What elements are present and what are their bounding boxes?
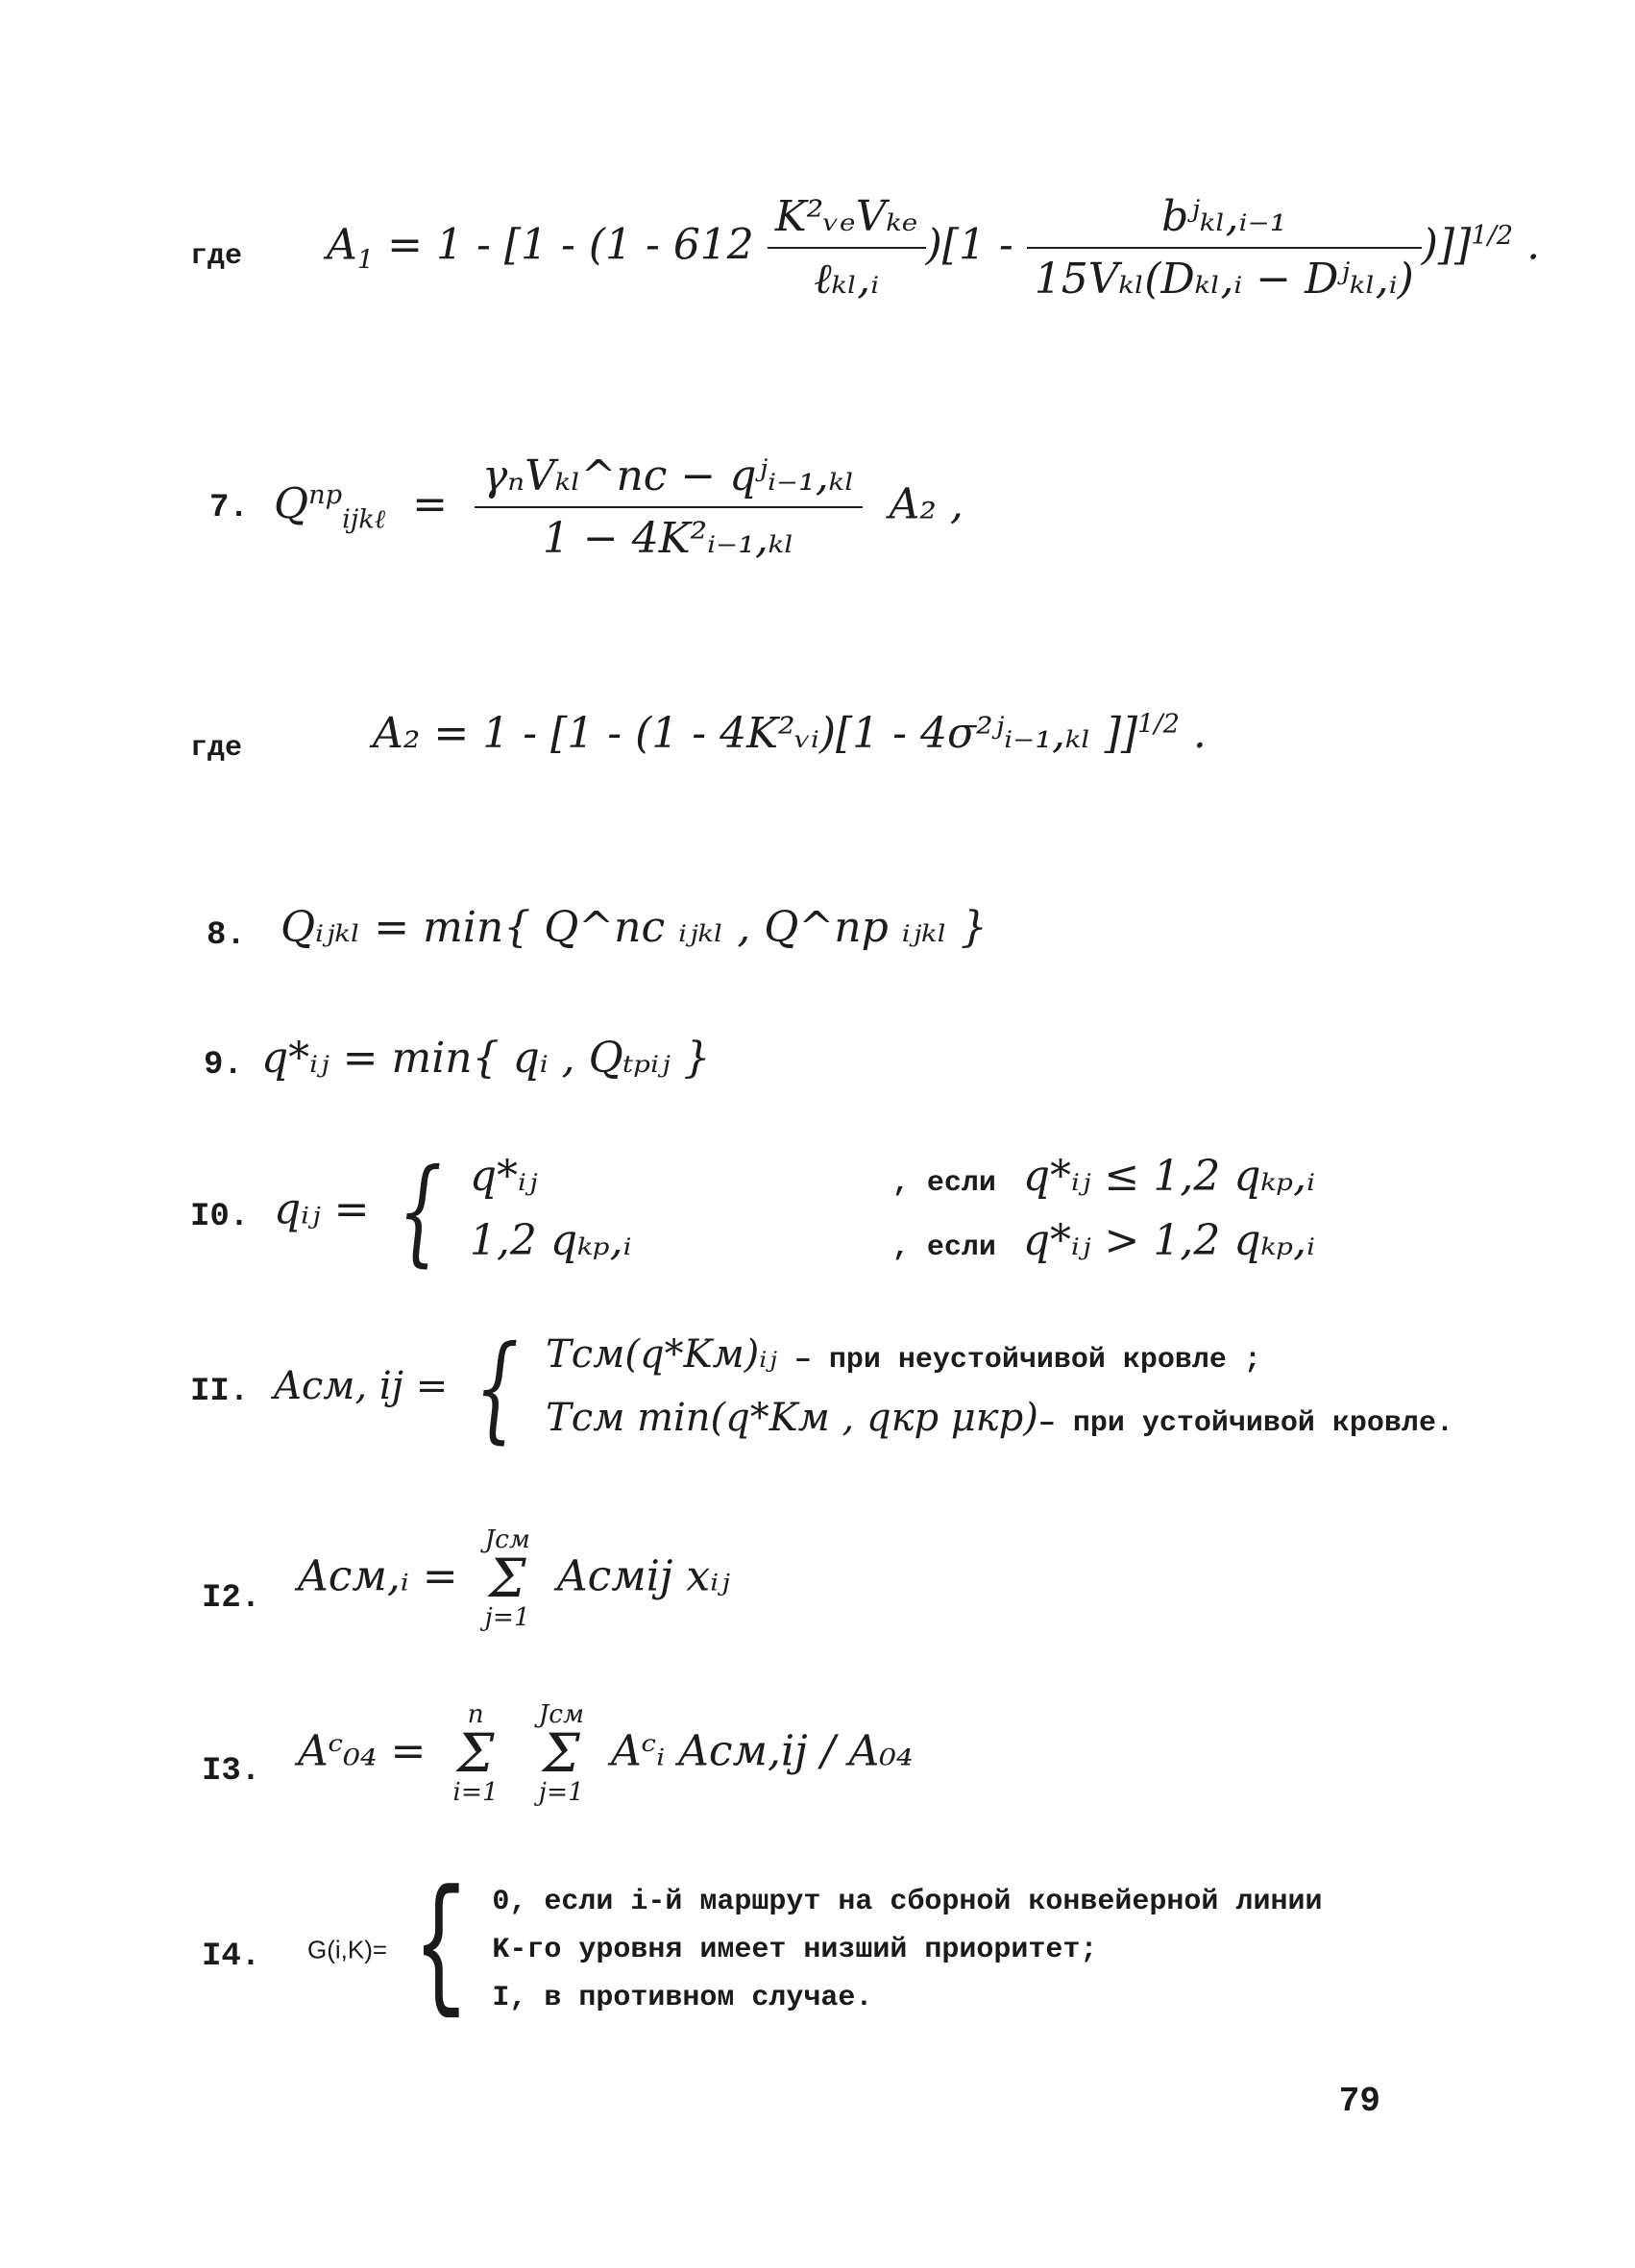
eq7-lhs-sup: пр (308, 479, 343, 510)
a1-fraction-1 (768, 192, 926, 304)
eq10-case-2 (470, 1212, 1315, 1277)
formula-9: q*ᵢⱼ = min{ qᵢ , Qₜₚᵢⱼ } (261, 1034, 711, 1083)
label-gde-2: где (190, 732, 243, 765)
item-number-14: I4. (202, 1939, 261, 1975)
eq11-case-2 (546, 1389, 1453, 1452)
eq10-cases (470, 1148, 1315, 1277)
formula-13 (298, 1699, 914, 1808)
eq14-line-2: K-го уровня имеет низший приоритет; (492, 1934, 1098, 1966)
a2-body: A₂ = 1 - [1 - (1 - 4K²ᵥᵢ)[1 - 4σ²ʲᵢ₋₁,ₖₗ ]] (373, 709, 1138, 758)
a1-part3: )]] (1421, 220, 1472, 270)
a1-part2: )[1 - (925, 220, 1027, 270)
summation-icon: n Σ i=1 (452, 1699, 499, 1808)
eq11-case-1 (546, 1326, 1453, 1389)
eq7-fraction (475, 451, 863, 563)
summation-icon: Jсм Σ j=1 (484, 1524, 530, 1633)
eq10-case2-value: 1,2 qₖₚ,ᵢ (469, 1216, 632, 1265)
a1-frac2-denominator: 15Vₖₗ(Dₖₗ,ᵢ − Dʲₖₗ,ᵢ) (1034, 255, 1414, 304)
a1-part1: = 1 - [1 - (1 - 612 (374, 220, 768, 270)
eq13-sum2-upper: Jсм (538, 1699, 584, 1729)
eq11-case1-formula: Tсм(q*Kм)ᵢⱼ (546, 1332, 777, 1377)
a2-exponent: 1/2 (1137, 709, 1180, 740)
eq7-numerator: γₙVₖₗ^пс − qʲᵢ₋₁,ₖₗ (475, 451, 863, 508)
eq7-lhs: Q (274, 479, 309, 529)
eq12-rhs: Aсмij xᵢⱼ (556, 1551, 730, 1601)
eq11-cases (546, 1326, 1453, 1452)
a1-lhs: A (327, 220, 357, 270)
left-brace-icon: { (413, 1868, 466, 2032)
eq11-case1-text: – при неустойчивой кровле ; (776, 1344, 1261, 1377)
formula-a2 (373, 709, 1207, 758)
summation-icon: Jсм Σ j=1 (538, 1699, 584, 1808)
a1-exponent: 1/2 (1471, 220, 1514, 251)
eq13-sum2-lower: j=1 (538, 1777, 584, 1808)
item-number-13: I3. (202, 1753, 261, 1790)
item-number-9: 9. (204, 1047, 243, 1084)
formula-12 (298, 1524, 730, 1633)
a1-frac1-denominator: ℓₖₗ,ᵢ (814, 255, 880, 304)
a1-frac2-numerator: bʲₖₗ,ᵢ₋₁ (1027, 192, 1422, 249)
formula-7: $Q^{пр}_{ijk\ell}$ = $\frac{\text{γₙVₖₗ\textasciicircum{}пс − qʲᵢ₋₁,ₖₗ}}{\text{1 − 4K²ᵢ₋₁,ₖₗ}}$ A₂ , (274, 451, 964, 563)
eq11-lhs: Aсм, ij = (274, 1364, 449, 1408)
eq10-case2-condition: q*ᵢⱼ > 1,2 qₖₚ,ᵢ (1022, 1216, 1315, 1265)
formula-14 (307, 1868, 1323, 2032)
eq12-sum-lower: j=1 (484, 1602, 530, 1633)
a1-frac1-numerator: K²ᵥₑVₖₑ (768, 192, 926, 249)
eq13-sum1-upper: n (467, 1699, 484, 1729)
formula-8: Qᵢⱼₖₗ = min{ Q^пс ᵢⱼₖₗ , Q^пр ᵢⱼₖₗ } (281, 903, 988, 952)
eq10-case1-if: , если (891, 1167, 996, 1200)
formula-11 (274, 1322, 1453, 1455)
eq14-line-1: 0, если i-й маршрут на сборной конвейерной линии (492, 1886, 1323, 1918)
left-brace-icon: { (397, 1145, 442, 1279)
eq13-sum1-lower: i=1 (452, 1777, 499, 1808)
formula-10 (274, 1145, 1315, 1279)
eq13-lhs: Aᶜ₀₄ = (298, 1726, 427, 1776)
eq10-lhs: qᵢⱼ = (274, 1184, 370, 1234)
item-number-7: 7. (209, 490, 249, 526)
eq11-case2-formula: Tсм min(q*Kм , qкр μкр) (546, 1396, 1038, 1440)
item-number-12: I2. (202, 1580, 261, 1617)
eq7-denominator: 1 − 4K²ᵢ₋₁,ₖₗ (542, 514, 794, 563)
eq11-case2-text: – при устойчивой кровле. (1037, 1407, 1453, 1440)
eq12-lhs: Aсм,ᵢ = (298, 1551, 458, 1601)
eq10-case1-condition: q*ᵢⱼ ≤ 1,2 qₖₚ,ᵢ (1022, 1152, 1315, 1201)
page-number: 79 (1338, 2082, 1380, 2121)
eq14-lhs: G(i,K)= (307, 1935, 388, 1964)
eq10-case2-if: , если (891, 1232, 996, 1264)
a1-fraction-2 (1027, 192, 1422, 304)
item-number-11: II. (190, 1374, 250, 1410)
eq10-case1-value: q*ᵢⱼ (469, 1152, 538, 1201)
item-number-8: 8. (207, 917, 246, 954)
eq10-case-1 (470, 1148, 1315, 1212)
left-brace-icon: { (475, 1322, 520, 1455)
eq14-line-3: I, в противном случае. (492, 1982, 873, 2014)
a2-tail: . (1179, 709, 1207, 758)
formula-a1: $A_1 = 1 - [1 - (1 - 612$ $\frac{\text{K²ᵥₑVₖₑ}}{\text{ℓₖₗ,ᵢ}}$ )[1 - $\frac{\text{bʲₖₗ,ᵢ₋₁}}{\text{15Vₖₗ(Dₖₗ,ᵢ − Dʲₖₗ,ᵢ)}}$ )]]$^{1/2}$ . (327, 192, 1541, 304)
eq7-tail: A₂ , (889, 479, 964, 529)
eq7-lhs-sub: ijkℓ (342, 504, 386, 535)
eq12-sum-upper: Jсм (484, 1524, 530, 1554)
item-number-10: I0. (190, 1199, 250, 1235)
eq13-rhs: Aᶜᵢ Aсм,ij / A₀₄ (610, 1726, 914, 1776)
eq14-cases (492, 1878, 1322, 2022)
label-gde-1: где (190, 240, 243, 273)
